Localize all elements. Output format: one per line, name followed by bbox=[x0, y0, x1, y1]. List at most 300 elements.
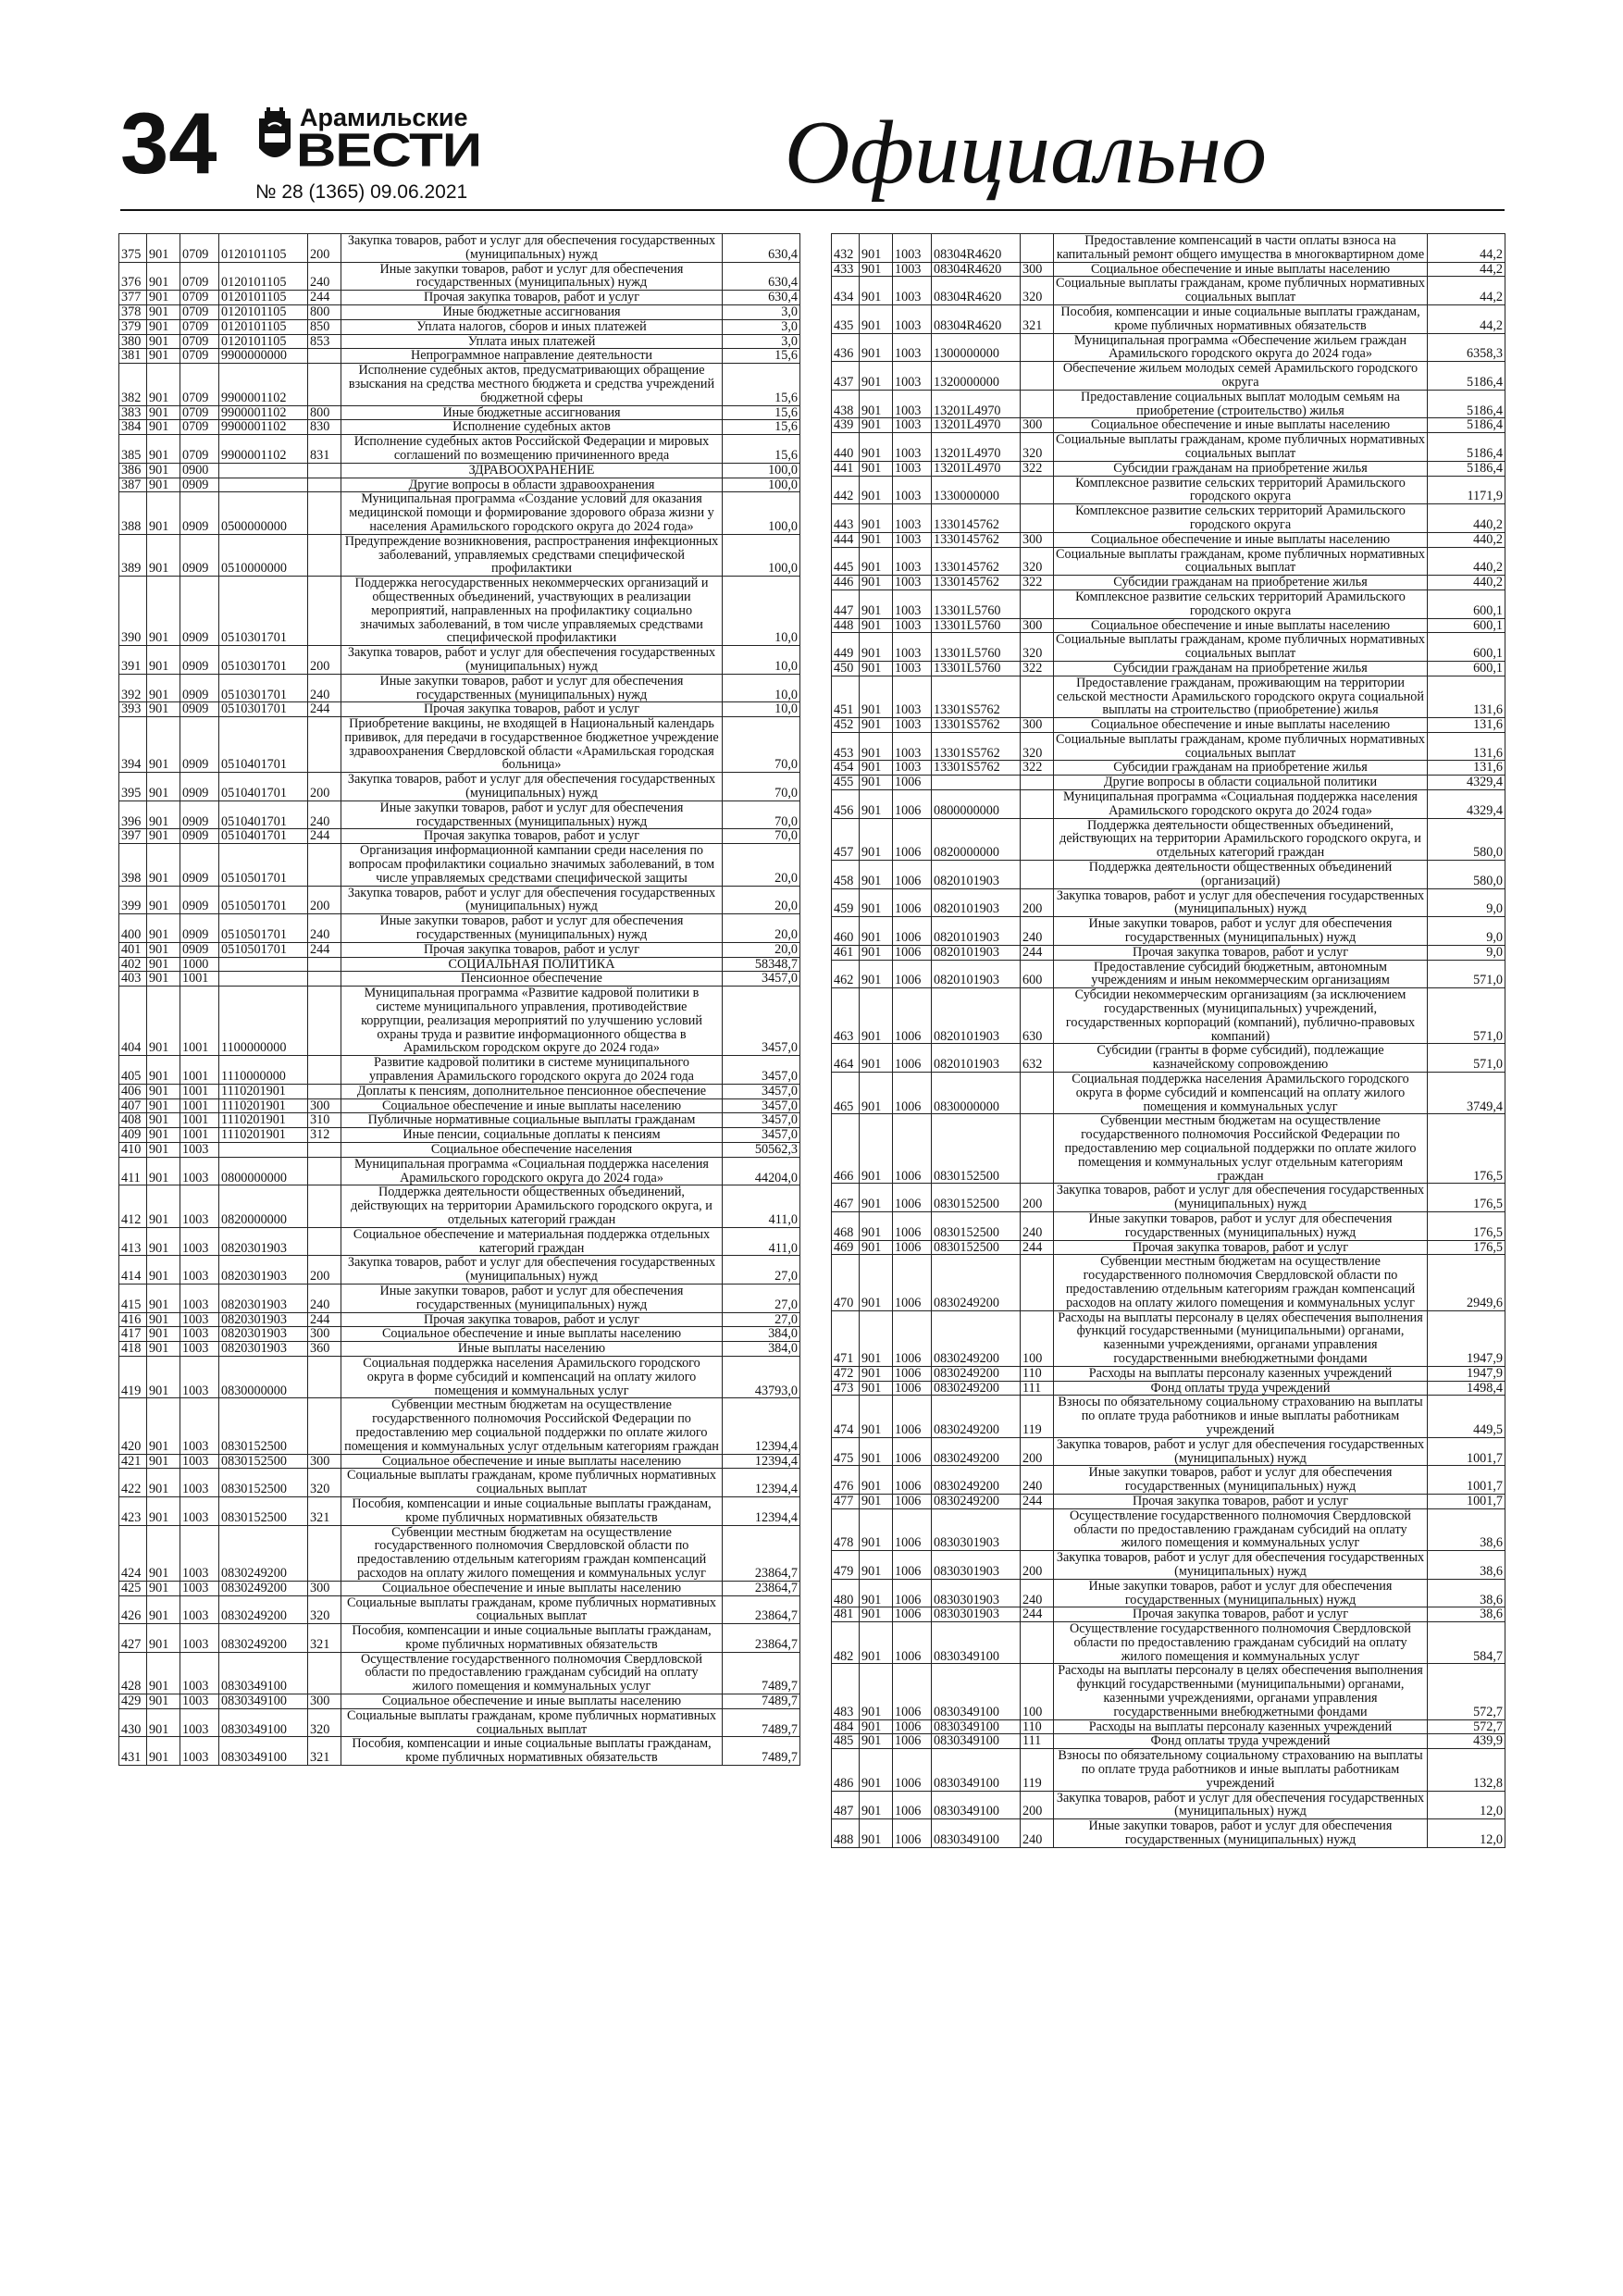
row-number: 377 bbox=[119, 291, 147, 305]
target-article-code: 0120101105 bbox=[219, 234, 308, 263]
expense-type-code: 240 bbox=[308, 674, 341, 702]
row-number: 478 bbox=[832, 1508, 860, 1550]
expense-type-code: 321 bbox=[308, 1737, 341, 1766]
target-article-code: 08304R4620 bbox=[932, 277, 1021, 305]
row-number: 488 bbox=[832, 1819, 860, 1848]
target-article-code: 13201L4970 bbox=[932, 433, 1021, 462]
amount: 12,0 bbox=[1428, 1791, 1505, 1819]
table-row bbox=[832, 818, 1505, 860]
ministry-code: 901 bbox=[860, 1310, 893, 1366]
expense-type-code: 320 bbox=[308, 1708, 341, 1737]
expense-name: Социальное обеспечение и иные выплаты населению bbox=[1054, 532, 1428, 547]
expense-name: Субсидии некоммерческим организациям (за исключением государственных (муниципальных) учреждений, государственных корпораций (компаний), публично-правовых компаний) bbox=[1054, 988, 1428, 1044]
table-row bbox=[119, 1157, 800, 1185]
ministry-code: 901 bbox=[147, 492, 180, 534]
table-row bbox=[832, 1791, 1505, 1819]
ministry-code: 901 bbox=[860, 1749, 893, 1791]
expense-name: Иные выплаты населению bbox=[341, 1342, 723, 1357]
ministry-code: 901 bbox=[147, 717, 180, 773]
section-code: 1001 bbox=[180, 1113, 219, 1128]
table-row bbox=[832, 718, 1505, 733]
row-number: 458 bbox=[832, 861, 860, 889]
expense-type-code: 200 bbox=[308, 1256, 341, 1285]
amount: 3,0 bbox=[723, 334, 800, 349]
target-article-code: 0830349100 bbox=[219, 1652, 308, 1694]
ministry-code: 901 bbox=[147, 702, 180, 717]
ministry-code: 901 bbox=[860, 433, 893, 462]
section-code: 1006 bbox=[893, 1466, 932, 1495]
section-code: 0709 bbox=[180, 334, 219, 349]
section-code: 1003 bbox=[893, 304, 932, 333]
expense-type-code: 300 bbox=[308, 1694, 341, 1709]
target-article-code: 13301S5762 bbox=[932, 676, 1021, 717]
table-row bbox=[832, 761, 1505, 776]
amount: 3,0 bbox=[723, 319, 800, 334]
table-row bbox=[832, 988, 1505, 1044]
target-article-code: 0830249200 bbox=[932, 1310, 1021, 1366]
table-row bbox=[119, 234, 800, 263]
row-number: 440 bbox=[832, 433, 860, 462]
amount: 3457,0 bbox=[723, 1056, 800, 1085]
ministry-code: 901 bbox=[147, 319, 180, 334]
ministry-code: 901 bbox=[147, 435, 180, 464]
expense-name: Предоставление компенсаций в части оплаты взноса на капитальный ремонт общего имущества в многоквартирном доме bbox=[1054, 234, 1428, 263]
table-row bbox=[832, 1494, 1505, 1508]
section-code: 1003 bbox=[180, 1327, 219, 1342]
ministry-code: 901 bbox=[860, 1240, 893, 1255]
ministry-code: 901 bbox=[860, 1114, 893, 1184]
row-number: 445 bbox=[832, 547, 860, 576]
section-code: 1003 bbox=[893, 277, 932, 305]
table-row bbox=[832, 504, 1505, 533]
target-article-code: 0830349100 bbox=[932, 1622, 1021, 1664]
section-code: 1003 bbox=[180, 1356, 219, 1397]
expense-type-code: 300 bbox=[308, 1454, 341, 1469]
amount: 572,7 bbox=[1428, 1664, 1505, 1719]
target-article-code: 0830152500 bbox=[219, 1454, 308, 1469]
ministry-code: 901 bbox=[860, 476, 893, 504]
expense-name: Социальное обеспечение и иные выплаты населению bbox=[341, 1581, 723, 1595]
table-row bbox=[119, 987, 800, 1056]
table-row bbox=[119, 646, 800, 675]
table-row bbox=[832, 262, 1505, 277]
target-article-code: 0510401701 bbox=[219, 829, 308, 844]
expense-name: Иные закупки товаров, работ и услуг для обеспечения государственных (муниципальных) нужд bbox=[341, 262, 723, 291]
table-row bbox=[119, 1143, 800, 1158]
table-row bbox=[119, 420, 800, 435]
target-article-code: 9900001102 bbox=[219, 435, 308, 464]
section-code: 0709 bbox=[180, 291, 219, 305]
expense-type-code bbox=[308, 1356, 341, 1397]
amount: 600,1 bbox=[1428, 661, 1505, 676]
section-code: 1003 bbox=[893, 234, 932, 263]
amount: 5186,4 bbox=[1428, 390, 1505, 418]
amount: 12394,4 bbox=[723, 1496, 800, 1525]
section-code: 1003 bbox=[180, 1708, 219, 1737]
table-row bbox=[119, 1098, 800, 1113]
expense-type-code: 240 bbox=[1021, 1466, 1054, 1495]
amount: 20,0 bbox=[723, 914, 800, 943]
expense-type-code: 200 bbox=[308, 886, 341, 914]
ministry-code: 901 bbox=[860, 1494, 893, 1508]
ministry-code: 901 bbox=[147, 1652, 180, 1694]
section-code: 1003 bbox=[180, 1595, 219, 1624]
ministry-code: 901 bbox=[860, 1508, 893, 1550]
ministry-code: 901 bbox=[147, 262, 180, 291]
expense-type-code bbox=[1021, 1255, 1054, 1310]
table-row bbox=[119, 1624, 800, 1653]
ministry-code: 901 bbox=[860, 732, 893, 761]
expense-name: Предоставление субсидий бюджетным, автономным учреждениям и иным некоммерческим организациям bbox=[1054, 960, 1428, 988]
ministry-code: 901 bbox=[147, 478, 180, 492]
target-article-code: 0830301903 bbox=[932, 1579, 1021, 1607]
row-number: 457 bbox=[832, 818, 860, 860]
table-row bbox=[119, 914, 800, 943]
expense-name: Непрограммное направление деятельности bbox=[341, 349, 723, 364]
ministry-code: 901 bbox=[147, 1356, 180, 1397]
amount: 100,0 bbox=[723, 463, 800, 478]
ministry-code: 901 bbox=[147, 577, 180, 646]
table-row bbox=[832, 1044, 1505, 1073]
ministry-code: 901 bbox=[860, 262, 893, 277]
expense-type-code: 200 bbox=[1021, 1184, 1054, 1212]
row-number: 452 bbox=[832, 718, 860, 733]
ministry-code: 901 bbox=[147, 674, 180, 702]
ministry-code: 901 bbox=[860, 1579, 893, 1607]
target-article-code: 0830301903 bbox=[932, 1551, 1021, 1580]
amount: 12394,4 bbox=[723, 1454, 800, 1469]
section-code: 1003 bbox=[180, 1652, 219, 1694]
ministry-code: 901 bbox=[860, 776, 893, 790]
expense-name: Пособия, компенсации и иные социальные выплаты гражданам, кроме публичных нормативных обязательств bbox=[1054, 304, 1428, 333]
ministry-code: 901 bbox=[860, 1044, 893, 1073]
amount: 44,2 bbox=[1428, 304, 1505, 333]
expense-type-code: 800 bbox=[308, 304, 341, 319]
amount: 10,0 bbox=[723, 577, 800, 646]
expense-type-code bbox=[308, 478, 341, 492]
expense-type-code bbox=[308, 364, 341, 405]
expense-name: Расходы на выплаты персоналу в целях обеспечения выполнения функций государственными (муниципальными) органами, казенными учреждениями, органами управления государственными внебюджетными фондами bbox=[1054, 1310, 1428, 1366]
amount: 572,7 bbox=[1428, 1719, 1505, 1734]
expense-type-code bbox=[1021, 590, 1054, 618]
expense-name: Закупка товаров, работ и услуг для обеспечения государственных (муниципальных) нужд bbox=[1054, 1791, 1428, 1819]
expense-type-code: 110 bbox=[1021, 1366, 1054, 1381]
expense-type-code bbox=[308, 1157, 341, 1185]
section-code: 1006 bbox=[893, 1240, 932, 1255]
target-article-code: 0830349100 bbox=[932, 1791, 1021, 1819]
row-number: 387 bbox=[119, 478, 147, 492]
table-row bbox=[832, 590, 1505, 618]
section-code: 1003 bbox=[180, 1342, 219, 1357]
section-code: 1006 bbox=[893, 1044, 932, 1073]
expense-name: Обеспечение жильем молодых семей Арамильского городского округа bbox=[1054, 362, 1428, 391]
expense-name: Субсидии гражданам на приобретение жилья bbox=[1054, 761, 1428, 776]
ministry-code: 901 bbox=[147, 1694, 180, 1709]
table-row bbox=[119, 829, 800, 844]
section-code: 1003 bbox=[893, 618, 932, 633]
section-code: 1006 bbox=[893, 1114, 932, 1184]
section-code: 1006 bbox=[893, 1664, 932, 1719]
row-number: 443 bbox=[832, 504, 860, 533]
amount: 600,1 bbox=[1428, 590, 1505, 618]
expense-name: Поддержка деятельности общественных объединений (организаций) bbox=[1054, 861, 1428, 889]
row-number: 433 bbox=[832, 262, 860, 277]
row-number: 401 bbox=[119, 942, 147, 957]
section-code: 1006 bbox=[893, 1719, 932, 1734]
ministry-code: 901 bbox=[860, 234, 893, 263]
row-number: 448 bbox=[832, 618, 860, 633]
amount: 630,4 bbox=[723, 291, 800, 305]
table-row bbox=[832, 1240, 1505, 1255]
row-number: 432 bbox=[832, 234, 860, 263]
ministry-code: 901 bbox=[147, 1185, 180, 1227]
ministry-code: 901 bbox=[860, 861, 893, 889]
ministry-code: 901 bbox=[147, 1496, 180, 1525]
ministry-code: 901 bbox=[147, 914, 180, 943]
table-row bbox=[119, 886, 800, 914]
amount: 132,8 bbox=[1428, 1749, 1505, 1791]
table-row bbox=[119, 1737, 800, 1766]
row-number: 416 bbox=[119, 1312, 147, 1327]
table-row bbox=[119, 1113, 800, 1128]
ministry-code: 901 bbox=[147, 1128, 180, 1143]
amount: 440,2 bbox=[1428, 547, 1505, 576]
ministry-code: 901 bbox=[147, 957, 180, 972]
expense-name: Прочая закупка товаров, работ и услуг bbox=[341, 702, 723, 717]
expense-name: Иные бюджетные ассигнования bbox=[341, 405, 723, 420]
section-code: 0909 bbox=[180, 577, 219, 646]
target-article-code: 08304R4620 bbox=[932, 234, 1021, 263]
expense-type-code: 322 bbox=[1021, 661, 1054, 676]
table-row bbox=[832, 1622, 1505, 1664]
expense-name: Субвенции местным бюджетам на осуществление государственного полномочия Свердловской области по предоставлению отдельным категориям граждан компенсаций расходов на оплату жилого помещения и коммунальных услуг bbox=[341, 1525, 723, 1581]
amount: 1947,9 bbox=[1428, 1366, 1505, 1381]
expense-type-code bbox=[308, 1227, 341, 1256]
target-article-code bbox=[219, 478, 308, 492]
expense-type-code: 244 bbox=[1021, 1240, 1054, 1255]
amount: 1171,9 bbox=[1428, 476, 1505, 504]
row-number: 469 bbox=[832, 1240, 860, 1255]
expense-name: Иные пенсии, социальные доплаты к пенсиям bbox=[341, 1128, 723, 1143]
amount: 176,5 bbox=[1428, 1184, 1505, 1212]
expense-name: Расходы на выплаты персоналу казенных учреждений bbox=[1054, 1719, 1428, 1734]
target-article-code: 1110201901 bbox=[219, 1084, 308, 1098]
ministry-code: 901 bbox=[147, 304, 180, 319]
target-article-code: 0820000000 bbox=[932, 818, 1021, 860]
expense-type-code: 111 bbox=[1021, 1381, 1054, 1396]
target-article-code: 0830249200 bbox=[219, 1581, 308, 1595]
row-number: 463 bbox=[832, 988, 860, 1044]
section-code: 1003 bbox=[893, 262, 932, 277]
amount: 12,0 bbox=[1428, 1819, 1505, 1848]
target-article-code bbox=[219, 972, 308, 987]
ministry-code: 901 bbox=[147, 1454, 180, 1469]
table-row bbox=[832, 532, 1505, 547]
section-code: 1003 bbox=[180, 1581, 219, 1595]
ministry-code: 901 bbox=[860, 618, 893, 633]
amount: 571,0 bbox=[1428, 1044, 1505, 1073]
ministry-code: 901 bbox=[147, 1256, 180, 1285]
row-number: 485 bbox=[832, 1734, 860, 1749]
target-article-code: 0830349100 bbox=[932, 1819, 1021, 1848]
section-code: 1003 bbox=[180, 1227, 219, 1256]
expense-type-code: 300 bbox=[1021, 718, 1054, 733]
target-article-code: 0830249200 bbox=[219, 1624, 308, 1653]
row-number: 423 bbox=[119, 1496, 147, 1525]
table-row bbox=[832, 888, 1505, 917]
ministry-code: 901 bbox=[147, 1595, 180, 1624]
section-code: 1006 bbox=[893, 1396, 932, 1437]
table-row bbox=[832, 1396, 1505, 1437]
amount: 58348,7 bbox=[723, 957, 800, 972]
left-column bbox=[118, 233, 799, 1766]
expense-name: Закупка товаров, работ и услуг для обеспечения государственных (муниципальных) нужд bbox=[341, 234, 723, 263]
section-code: 0709 bbox=[180, 262, 219, 291]
ministry-code: 901 bbox=[147, 987, 180, 1056]
ministry-code: 901 bbox=[860, 1255, 893, 1310]
row-number: 397 bbox=[119, 829, 147, 844]
ministry-code: 901 bbox=[860, 461, 893, 476]
table-row bbox=[832, 1734, 1505, 1749]
ministry-code: 901 bbox=[860, 718, 893, 733]
table-row bbox=[119, 577, 800, 646]
ministry-code: 901 bbox=[860, 418, 893, 433]
expense-type-code bbox=[308, 1056, 341, 1085]
expense-name: Исполнение судебных актов Российской Федерации и мировых соглашений по возмещению причиненного вреда bbox=[341, 435, 723, 464]
row-number: 403 bbox=[119, 972, 147, 987]
row-number: 461 bbox=[832, 945, 860, 960]
amount: 100,0 bbox=[723, 492, 800, 534]
table-row bbox=[119, 702, 800, 717]
expense-name: Социальные выплаты гражданам, кроме публичных нормативных социальных выплат bbox=[1054, 547, 1428, 576]
section-code: 1006 bbox=[893, 945, 932, 960]
target-article-code: 0830249200 bbox=[932, 1381, 1021, 1396]
expense-name: Расходы на выплаты персоналу в целях обеспечения выполнения функций государственными (муниципальными) органами, казенными учреждениями, органами управления государственными внебюджетными фондами bbox=[1054, 1664, 1428, 1719]
section-code: 0909 bbox=[180, 886, 219, 914]
expense-name: Пенсионное обеспечение bbox=[341, 972, 723, 987]
expense-name: Социальное обеспечение и материальная поддержка отдельных категорий граждан bbox=[341, 1227, 723, 1256]
section-code: 0909 bbox=[180, 773, 219, 801]
target-article-code: 0820301903 bbox=[219, 1284, 308, 1312]
section-code: 1006 bbox=[893, 790, 932, 819]
amount: 3457,0 bbox=[723, 1084, 800, 1098]
ministry-code: 901 bbox=[147, 1098, 180, 1113]
expense-type-code bbox=[308, 957, 341, 972]
row-number: 404 bbox=[119, 987, 147, 1056]
section-code: 1003 bbox=[180, 1694, 219, 1709]
section-code: 1003 bbox=[893, 504, 932, 533]
amount: 12394,4 bbox=[723, 1469, 800, 1497]
target-article-code: 0830349100 bbox=[219, 1708, 308, 1737]
ministry-code: 901 bbox=[147, 1342, 180, 1357]
row-number: 415 bbox=[119, 1284, 147, 1312]
table-row bbox=[119, 1256, 800, 1285]
amount: 10,0 bbox=[723, 646, 800, 675]
ministry-code: 901 bbox=[147, 1227, 180, 1256]
expense-name: Закупка товаров, работ и услуг для обеспечения государственных (муниципальных) нужд bbox=[341, 773, 723, 801]
amount: 15,6 bbox=[723, 349, 800, 364]
expense-name: Иные закупки товаров, работ и услуг для обеспечения государственных (муниципальных) нужд bbox=[341, 800, 723, 829]
expense-type-code bbox=[1021, 776, 1054, 790]
expense-type-code bbox=[308, 1143, 341, 1158]
expense-type-code: 244 bbox=[308, 291, 341, 305]
amount: 38,6 bbox=[1428, 1551, 1505, 1580]
table-row bbox=[832, 1114, 1505, 1184]
expense-type-code: 111 bbox=[1021, 1734, 1054, 1749]
ministry-code: 901 bbox=[860, 761, 893, 776]
section-code: 1006 bbox=[893, 1622, 932, 1664]
row-number: 450 bbox=[832, 661, 860, 676]
row-number: 474 bbox=[832, 1396, 860, 1437]
ministry-code: 901 bbox=[147, 1581, 180, 1595]
expense-name: Приобретение вакцины, не входящей в Национальный календарь прививок, для передачи в государственное бюджетное учреждение здравоохранения Свердловской области «Арамильская городская больница» bbox=[341, 717, 723, 773]
expense-name: Комплексное развитие сельских территорий Арамильского городского округа bbox=[1054, 504, 1428, 533]
table-row bbox=[832, 277, 1505, 305]
table-row bbox=[119, 435, 800, 464]
target-article-code: 0830152500 bbox=[932, 1240, 1021, 1255]
target-article-code: 1110000000 bbox=[219, 1056, 308, 1085]
section-code: 1003 bbox=[893, 461, 932, 476]
target-article-code: 0800000000 bbox=[932, 790, 1021, 819]
expense-type-code: 312 bbox=[308, 1128, 341, 1143]
amount: 176,5 bbox=[1428, 1114, 1505, 1184]
expense-type-code: 200 bbox=[308, 773, 341, 801]
expense-name: Иные закупки товаров, работ и услуг для обеспечения государственных (муниципальных) нужд bbox=[1054, 1466, 1428, 1495]
row-number: 395 bbox=[119, 773, 147, 801]
target-article-code: 0820301903 bbox=[219, 1342, 308, 1357]
expense-type-code bbox=[308, 1084, 341, 1098]
row-number: 471 bbox=[832, 1310, 860, 1366]
amount: 1498,4 bbox=[1428, 1381, 1505, 1396]
amount: 584,7 bbox=[1428, 1622, 1505, 1664]
table-row bbox=[832, 390, 1505, 418]
target-article-code: 0830249200 bbox=[219, 1595, 308, 1624]
expense-name: ЗДРАВООХРАНЕНИЕ bbox=[341, 463, 723, 478]
amount: 176,5 bbox=[1428, 1211, 1505, 1240]
newspaper-logo bbox=[255, 104, 481, 189]
ministry-code: 901 bbox=[860, 790, 893, 819]
target-article-code bbox=[932, 776, 1021, 790]
table-row bbox=[119, 534, 800, 576]
target-article-code: 0120101105 bbox=[219, 262, 308, 291]
expense-name: Предоставление гражданам, проживающим на территории сельской местности Арамильского городского округа социальной выплаты на строительство (приобретение) жилья bbox=[1054, 676, 1428, 717]
ministry-code: 901 bbox=[147, 334, 180, 349]
row-number: 392 bbox=[119, 674, 147, 702]
amount: 5186,4 bbox=[1428, 433, 1505, 462]
section-code: 0909 bbox=[180, 800, 219, 829]
amount: 44,2 bbox=[1428, 234, 1505, 263]
section-code: 1006 bbox=[893, 1184, 932, 1212]
section-code: 1003 bbox=[180, 1185, 219, 1227]
expense-name: Закупка товаров, работ и услуг для обеспечения государственных (муниципальных) нужд bbox=[341, 646, 723, 675]
table-row bbox=[119, 304, 800, 319]
amount: 449,5 bbox=[1428, 1396, 1505, 1437]
table-row bbox=[119, 1496, 800, 1525]
expense-type-code bbox=[308, 972, 341, 987]
amount: 630,4 bbox=[723, 262, 800, 291]
row-number: 384 bbox=[119, 420, 147, 435]
section-code: 1006 bbox=[893, 1310, 932, 1366]
expense-type-code: 321 bbox=[308, 1496, 341, 1525]
amount: 70,0 bbox=[723, 800, 800, 829]
ministry-code: 901 bbox=[147, 829, 180, 844]
row-number: 385 bbox=[119, 435, 147, 464]
target-article-code: 0820101903 bbox=[932, 861, 1021, 889]
table-row bbox=[119, 1312, 800, 1327]
table-row bbox=[119, 674, 800, 702]
amount: 1001,7 bbox=[1428, 1494, 1505, 1508]
expense-type-code: 119 bbox=[1021, 1749, 1054, 1791]
